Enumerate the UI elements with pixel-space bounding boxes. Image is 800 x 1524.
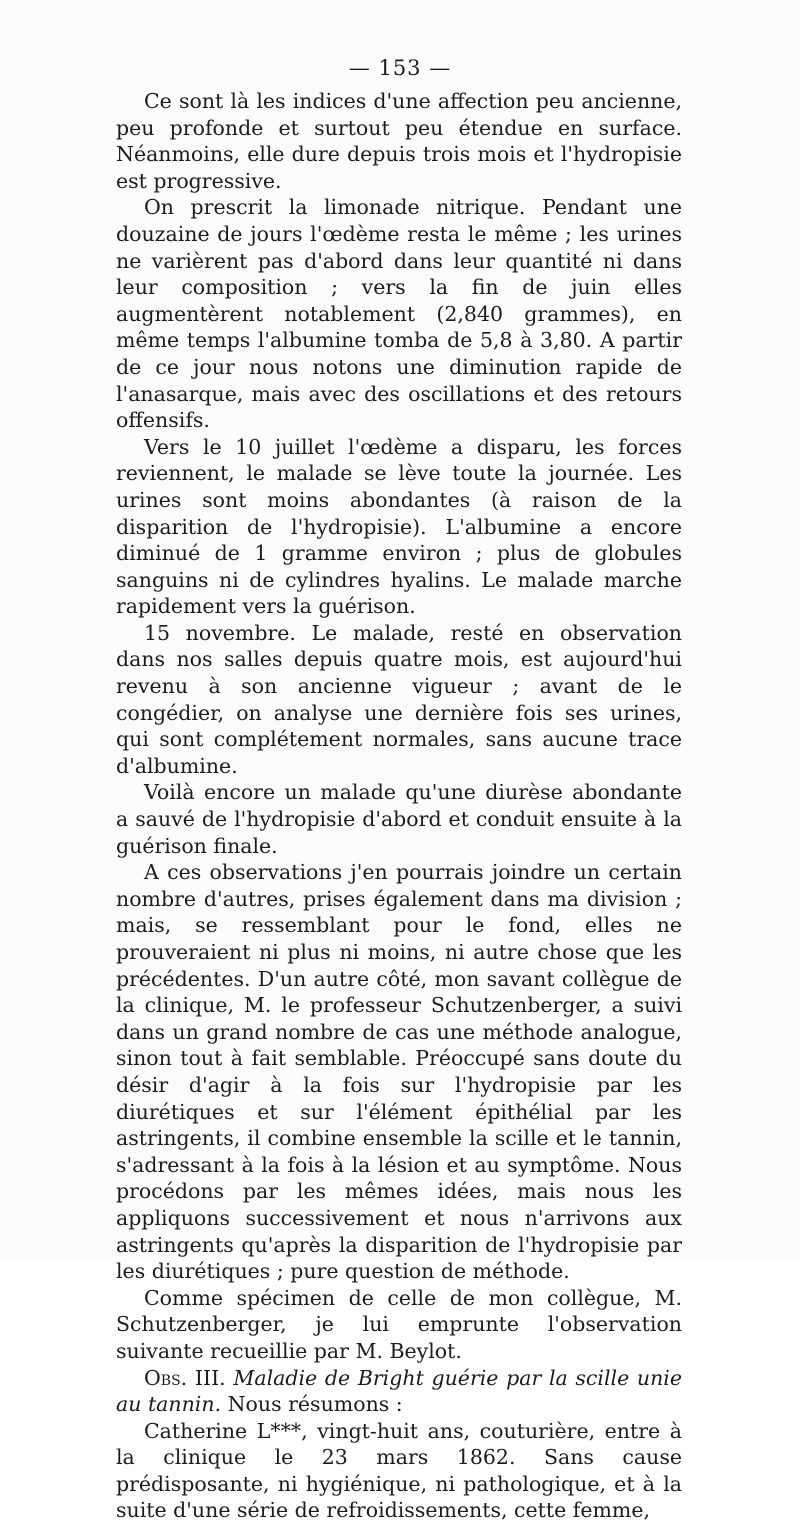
- observation-after: Nous résumons :: [221, 1392, 403, 1417]
- paragraph-indices: Ce sont là les indices d'une affection peu ancienne, peu profonde et surtout peu étendue en surface. Néanmoins, elle dure depuis trois mois et l'hydropisie est progressive.: [116, 89, 682, 193]
- paragraph-diurese: Voilà encore un malade qu'une diurèse abondante a sauvé de l'hydropisie d'abord et conduit ensuite à la guérison finale.: [116, 780, 682, 858]
- paragraph-novembre: 15 novembre. Le malade, resté en observation dans nos salles depuis quatre mois, est aujourd'hui revenu à son ancienne vigueur ; avant de le congédier, on analyse une dernière fois ses urines, qui sont complétement normales, sans aucune trace d'albumine.: [116, 620, 682, 778]
- page-number: — 153 —: [348, 56, 452, 80]
- paragraph-juillet: Vers le 10 juillet l'œdème a disparu, les forces reviennent, le malade se lève toute la journée. Les urines sont moins abondantes (à raison de la disparition de l'hydropisie). L'albumine a encore diminué de 1 gramme environ ; plus de globules sanguins ni de cylindres hyalins. Le malade marche rapidement vers la guérison.: [116, 434, 682, 619]
- observation-label: Obs. III.: [144, 1365, 226, 1390]
- paragraph-catherine: Catherine L***, vingt-huit ans, couturière, entre à la clinique le 23 mars 1862. Sans cause prédisposante, ni hygiénique, ni pathologique, et à la suite d'une série de refroidissements, cette femme,: [116, 1418, 682, 1523]
- paragraph-observations: A ces observations j'en pourrais joindre un certain nombre d'autres, prises également dans ma division ; mais, se ressemblant pour le fond, elles ne prouveraient ni plus ni moins, ni autre chose que les précédentes. D'un autre côté, mon savant collègue de la clinique, M. le professeur Schutzenberger, a suivi dans un grand nombre de cas une méthode analogue, sinon tout à fait semblable. Préoccupé sans doute du désir d'agir à la fois sur l'hydropisie par les diurétiques et sur l'élément épithélial par les astringents, il combine ensemble la scille et le tannin, s'adressant à la fois à la lésion et au symptôme. Nous procédons par les mêmes idées, mais nous les appliquons successivement et nous n'arrivons aux astringents qu'après la disparition de l'hydropisie par les diurétiques ; pure question de méthode.: [116, 860, 682, 1284]
- paragraph-specimen: Comme spécimen de celle de mon collègue, M. Schutzenberger, je lui emprunte l'observation suivante recueillie par M. Beylot.: [116, 1285, 682, 1363]
- observation-heading: [116, 1365, 682, 1418]
- paragraph-limonade: On prescrit la limonade nitrique. Pendant une douzaine de jours l'œdème resta le même ; les urines ne varièrent pas d'abord dans leur quantité ni dans leur composition ; vers la fin de juin elles augmentèrent notablement (2,840 grammes), en même temps l'albumine tomba de 5,8 à 3,80. A partir de ce jour nous notons une diminution rapide de l'anasarque, mais avec des oscillations et des retours offensifs.: [116, 195, 682, 433]
- observation-title: Maladie de Bright guérie par la scille unie au tannin.: [116, 1365, 682, 1417]
- body-text: [116, 88, 682, 1524]
